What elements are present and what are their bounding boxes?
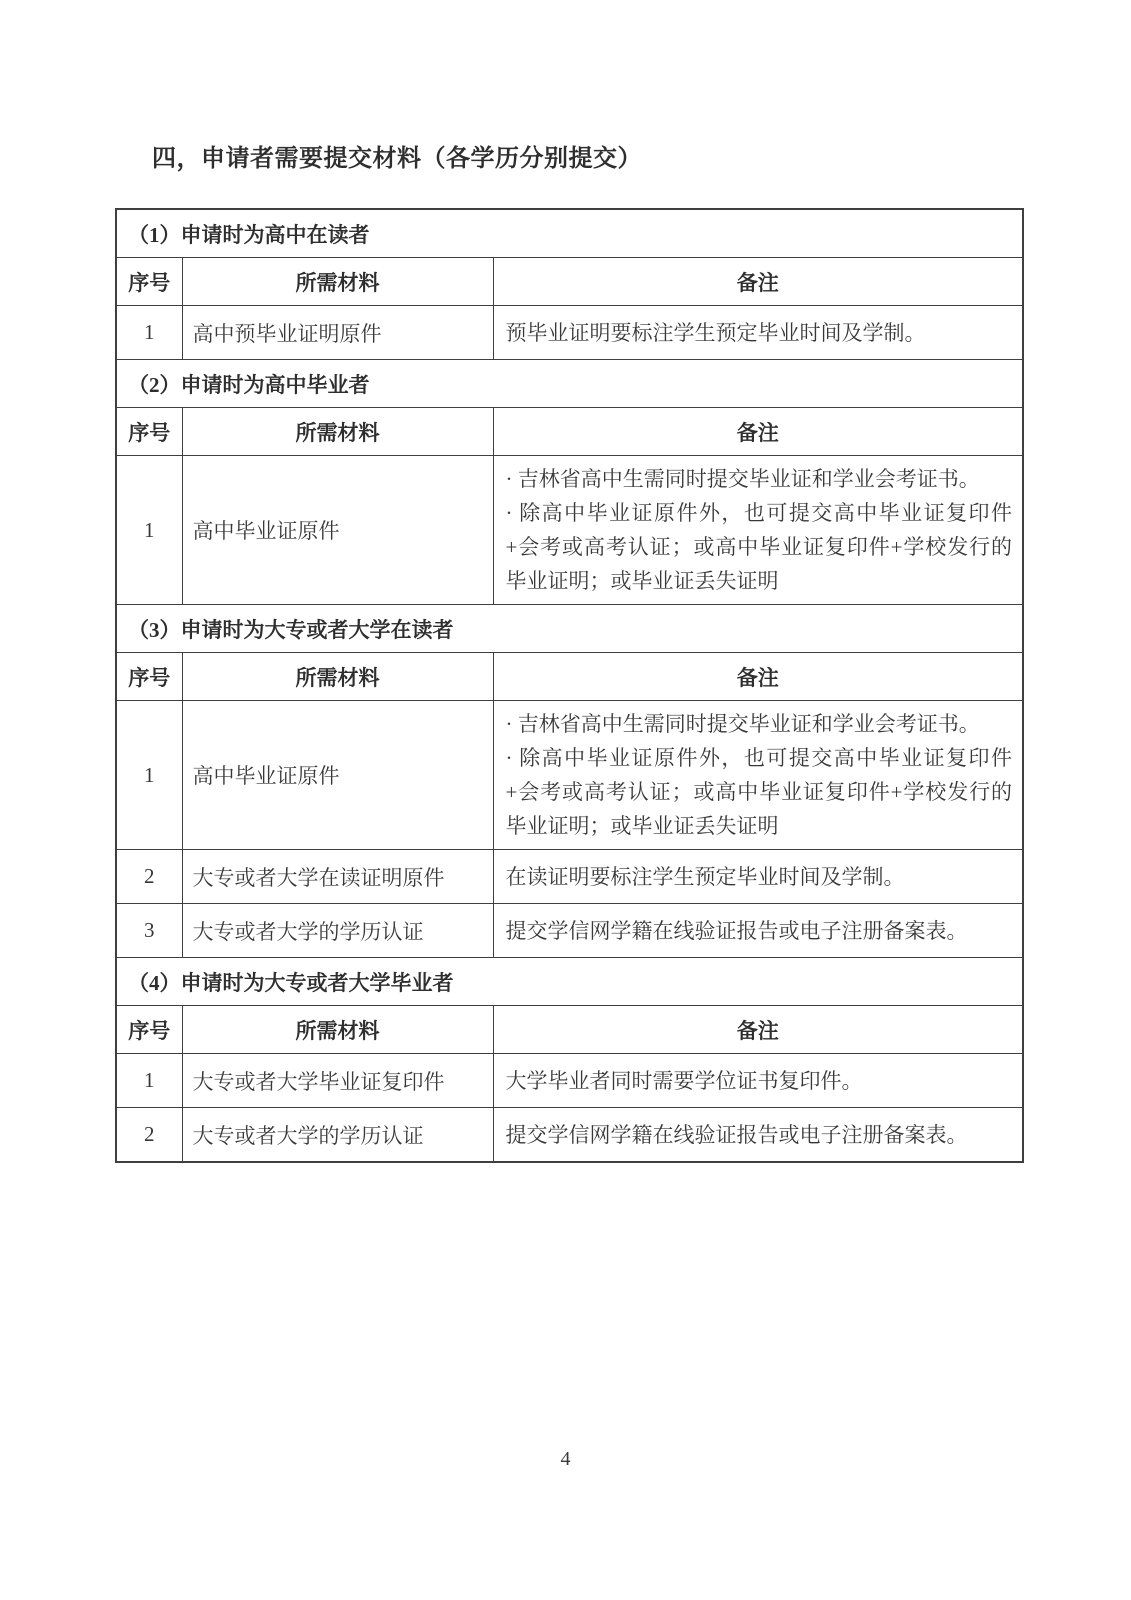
remark-line: · 吉林省高中生需同时提交毕业证和学业会考证书。: [505, 712, 980, 736]
section-heading-row: [116, 605, 1023, 653]
remark-cell: [493, 1108, 1023, 1163]
table-row: [116, 904, 1023, 958]
material-cell: 大专或者大学在读证明原件: [182, 850, 493, 904]
section-heading-row: [116, 360, 1023, 408]
table-row: [116, 850, 1023, 904]
row-number-cell: 1: [116, 306, 182, 360]
column-header-no: 序号: [116, 408, 182, 456]
row-number-cell: 1: [116, 456, 182, 605]
remark-cell: [493, 456, 1023, 605]
column-header-remark: 备注: [493, 408, 1023, 456]
column-header-row: [116, 408, 1023, 456]
materials-table: [115, 208, 1024, 1163]
material-cell: 大专或者大学毕业证复印件: [182, 1054, 493, 1108]
column-header-material: 所需材料: [182, 653, 493, 701]
column-header-remark: 备注: [493, 653, 1023, 701]
material-cell: 高中毕业证原件: [182, 456, 493, 605]
column-header-no: 序号: [116, 653, 182, 701]
row-number-cell: 1: [116, 1054, 182, 1108]
row-number-cell: 2: [116, 1108, 182, 1163]
remark-cell: [493, 904, 1023, 958]
remark-line: 大学毕业者同时需要学位证书复印件。: [505, 1068, 863, 1093]
section-heading: （4）申请时为大专或者大学毕业者: [116, 958, 1023, 1006]
column-header-material: 所需材料: [182, 408, 493, 456]
column-header-material: 所需材料: [182, 258, 493, 306]
remark-cell: [493, 701, 1023, 850]
row-number-cell: 1: [116, 701, 182, 850]
remark-cell: [493, 306, 1023, 360]
remark-cell: [493, 1054, 1023, 1108]
section-heading: （2）申请时为高中毕业者: [116, 360, 1023, 408]
page-title: 四，申请者需要提交材料（各学历分别提交）: [152, 146, 642, 172]
material-cell: 高中预毕业证明原件: [182, 306, 493, 360]
remark-line: · 除高中毕业证原件外，也可提交高中毕业证复印件+会考或高考认证；或高中毕业证复印件+学校发行的毕业证明；或毕业证丢失证明: [505, 501, 1013, 593]
column-header-row: [116, 258, 1023, 306]
remark-cell: [493, 850, 1023, 904]
section-heading: （3）申请时为大专或者大学在读者: [116, 605, 1023, 653]
page-number: 4: [560, 1448, 571, 1470]
remark-line: · 除高中毕业证原件外，也可提交高中毕业证复印件+会考或高考认证；或高中毕业证复印件+学校发行的毕业证明；或毕业证丢失证明: [505, 746, 1013, 838]
material-cell: 大专或者大学的学历认证: [182, 1108, 493, 1163]
row-number-cell: 2: [116, 850, 182, 904]
remark-line: 在读证明要标注学生预定毕业时间及学制。: [505, 864, 905, 889]
material-cell: 高中毕业证原件: [182, 701, 493, 850]
remark-line: 提交学信网学籍在线验证报告或电子注册备案表。: [505, 1122, 968, 1147]
remark-line: 预毕业证明要标注学生预定毕业时间及学制。: [505, 320, 926, 345]
section-heading-row: [116, 958, 1023, 1006]
column-header-material: 所需材料: [182, 1006, 493, 1054]
section-heading: （1）申请时为高中在读者: [116, 209, 1023, 258]
remark-line: 提交学信网学籍在线验证报告或电子注册备案表。: [505, 918, 968, 943]
table-row: [116, 701, 1023, 850]
table-row: [116, 306, 1023, 360]
section-heading-row: [116, 209, 1023, 258]
column-header-row: [116, 1006, 1023, 1054]
table-row: [116, 1108, 1023, 1163]
remark-line: · 吉林省高中生需同时提交毕业证和学业会考证书。: [505, 467, 980, 491]
table-row: [116, 1054, 1023, 1108]
column-header-remark: 备注: [493, 258, 1023, 306]
column-header-remark: 备注: [493, 1006, 1023, 1054]
row-number-cell: 3: [116, 904, 182, 958]
column-header-no: 序号: [116, 258, 182, 306]
material-cell: 大专或者大学的学历认证: [182, 904, 493, 958]
table-row: [116, 456, 1023, 605]
column-header-no: 序号: [116, 1006, 182, 1054]
column-header-row: [116, 653, 1023, 701]
